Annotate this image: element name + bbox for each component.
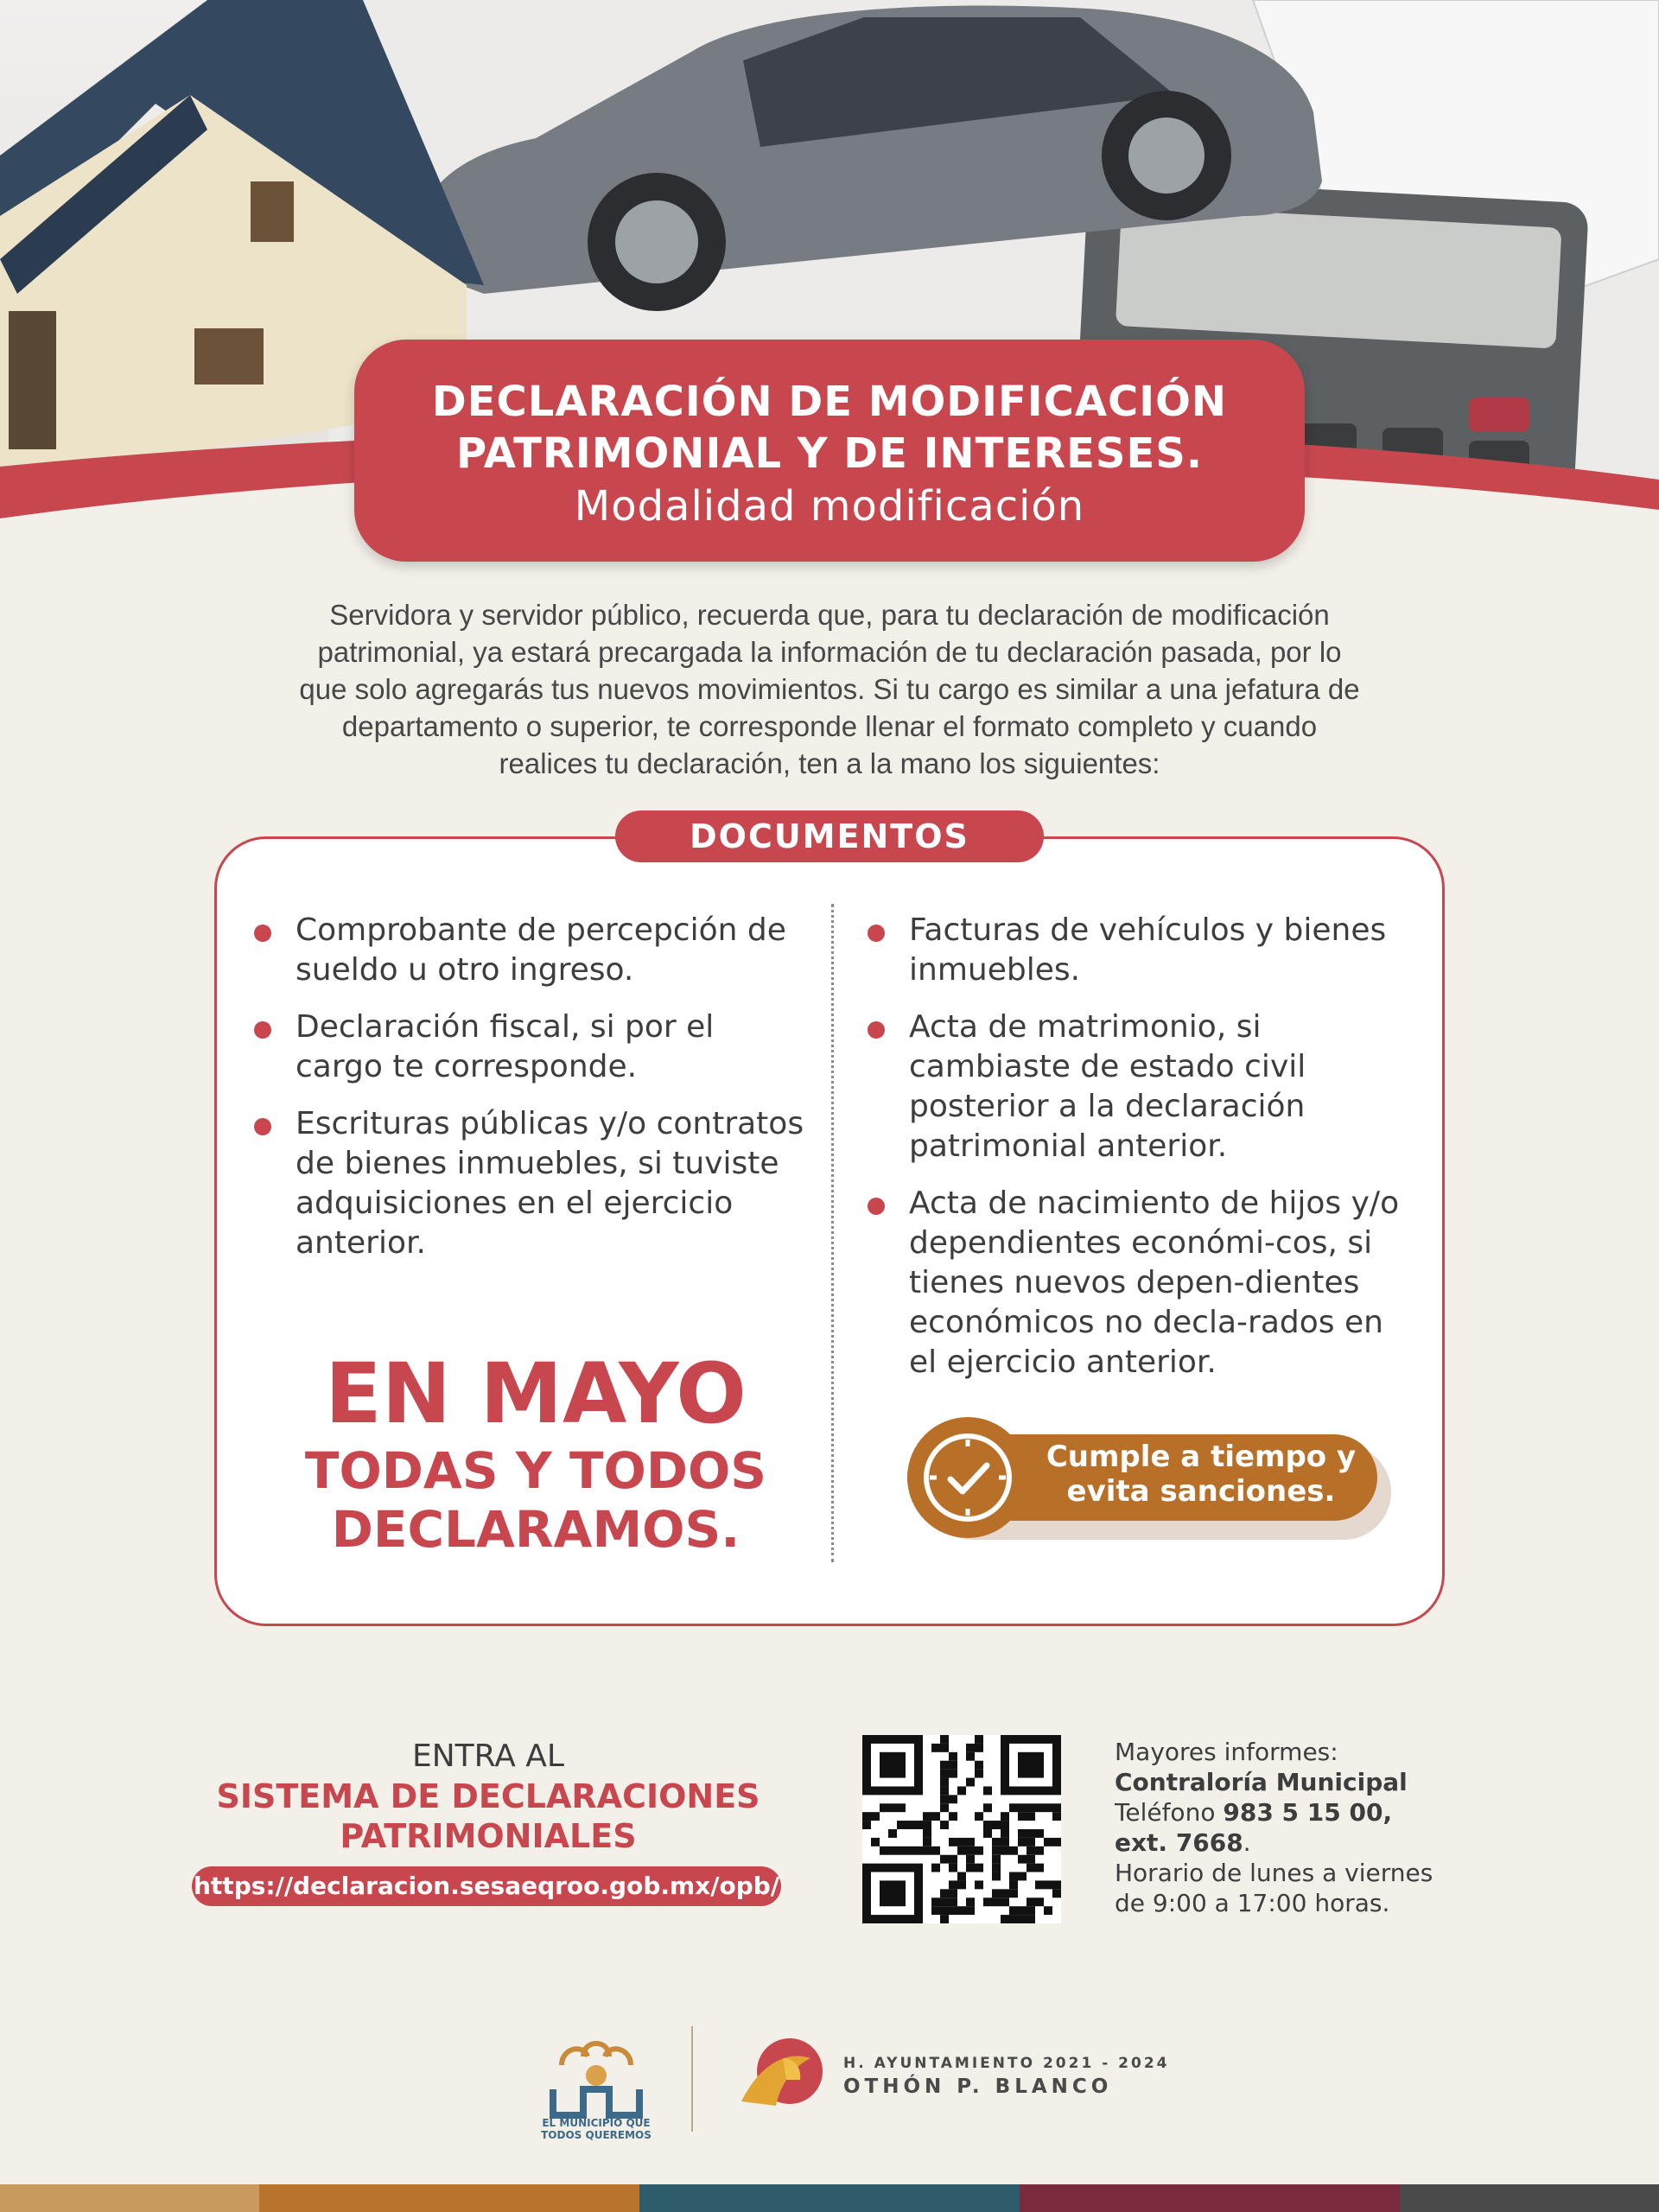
stripe: [0, 2184, 259, 2212]
system-name-line-2: PATRIMONIALES: [340, 1817, 637, 1855]
intro-line: patrimonial, ya estará precargada la información de tu declaración pasada, por lo: [317, 636, 1342, 668]
list-item: [254, 911, 807, 990]
list-item-text: Acta de nacimiento de hijos y/o dependientes económi-cos, si tienes nuevos depen-dientes económicos no decla-rados en el ejercicio anterior.: [909, 1185, 1400, 1380]
intro-line: Servidora y servidor público, recuerda que, para tu declaración de modificación: [329, 599, 1330, 631]
bullet-icon: [254, 1021, 271, 1039]
contact-hours-2: de 9:00 a 17:00 horas.: [1115, 1889, 1390, 1917]
title-banner: [354, 340, 1305, 562]
list-item: [254, 1007, 807, 1087]
list-item: [868, 1184, 1421, 1382]
intro-line: departamento o superior, te corresponde llenar el formato completo y cuando: [341, 710, 1318, 742]
may-callout-line-2: TODAS Y TODOS: [304, 1441, 767, 1500]
system-access: [190, 1737, 786, 1856]
bullet-icon: [254, 1118, 271, 1135]
intro-line: realices tu declaración, ten a la mano los siguientes:: [499, 747, 1160, 779]
title-line-1: DECLARACIÓN DE MODIFICACIÓN: [431, 378, 1228, 426]
list-item-text: Escrituras públicas y/o contratos de bienes inmuebles, si tuviste adquisiciones en el ejercicio anterior.: [296, 1106, 804, 1261]
contact-hours-1: Horario de lunes a viernes: [1115, 1859, 1433, 1887]
stripe: [1400, 2184, 1659, 2212]
caption-line-1: EL MUNICIPIO QUE: [542, 2117, 651, 2129]
may-callout: [259, 1346, 812, 1559]
logo-separator: [691, 2026, 693, 2132]
list-item-text: Declaración fiscal, si por el cargo te corresponde.: [296, 1009, 715, 1084]
ayuntamiento-name: OTHÓN P. BLANCO: [843, 2075, 1113, 2098]
list-item-text: Facturas de vehículos y bienes inmuebles.: [909, 912, 1387, 988]
bottom-color-stripes: [0, 2184, 1659, 2212]
intro-line: que solo agregarás tus nuevos movimientos. Si tu cargo es similar a una jefatura de: [299, 673, 1360, 705]
may-callout-line-1: EN MAYO: [325, 1345, 747, 1442]
badge-line-1: Cumple a tiempo y: [1046, 1440, 1357, 1474]
bullet-icon: [868, 925, 885, 942]
municipality-logo-caption: [518, 2117, 674, 2141]
list-item-text: Acta de matrimonio, si cambiaste de estado civil posterior a la declaración patrimonial anterior.: [909, 1009, 1306, 1164]
ayuntamiento-period: H. AYUNTAMIENTO 2021 - 2024: [843, 2055, 1170, 2072]
documents-list-right: [868, 911, 1421, 1400]
badge-line-2: evita sanciones.: [1066, 1474, 1336, 1509]
contact-label: Mayores informes:: [1115, 1738, 1338, 1766]
title-subtitle: Modalidad modificación: [574, 482, 1085, 531]
list-item: [868, 1007, 1421, 1166]
system-name-line-1: SISTEMA DE DECLARACIONES: [216, 1777, 760, 1815]
system-intro: ENTRA AL: [412, 1738, 564, 1774]
contact-info: Mayores informes: Contraloría Municipal Teléfono 983 5 15 00, ext. 7668. Horario de lunes a viernes de 9:00 a 17:00 horas.: [1115, 1737, 1478, 1918]
may-callout-line-3: DECLARAMOS.: [331, 1500, 741, 1559]
ayuntamiento-logo-icon: [733, 2032, 828, 2119]
caption-line-2: TODOS QUEREMOS: [541, 2129, 652, 2141]
column-divider: [831, 904, 834, 1562]
system-url-link[interactable]: https://declaracion.sesaeqroo.gob.mx/opb/: [192, 1866, 781, 1906]
title-line-2: PATRIMONIAL Y DE INTERESES.: [455, 429, 1204, 478]
contact-phone-label: Teléfono: [1115, 1798, 1216, 1827]
list-item: [254, 1104, 807, 1263]
bullet-icon: [254, 925, 271, 942]
documents-list-left: [254, 911, 807, 1281]
intro-paragraph: [190, 596, 1469, 782]
badge-text: [1028, 1440, 1374, 1509]
deadline-badge: [907, 1417, 1400, 1538]
contact-phone: 983 5 15 00,: [1223, 1798, 1393, 1827]
list-item: [868, 911, 1421, 990]
qr-code[interactable]: [862, 1735, 1061, 1923]
clock-icon: [907, 1417, 1028, 1538]
list-item-text: Comprobante de percepción de sueldo u otro ingreso.: [296, 912, 786, 988]
contact-office: Contraloría Municipal: [1115, 1768, 1408, 1796]
bullet-icon: [868, 1198, 885, 1215]
contact-ext: ext. 7668: [1115, 1828, 1243, 1857]
documents-heading: DOCUMENTOS: [615, 810, 1044, 862]
stripe: [259, 2184, 639, 2212]
stripe: [1020, 2184, 1400, 2212]
stripe: [639, 2184, 1020, 2212]
bullet-icon: [868, 1021, 885, 1039]
